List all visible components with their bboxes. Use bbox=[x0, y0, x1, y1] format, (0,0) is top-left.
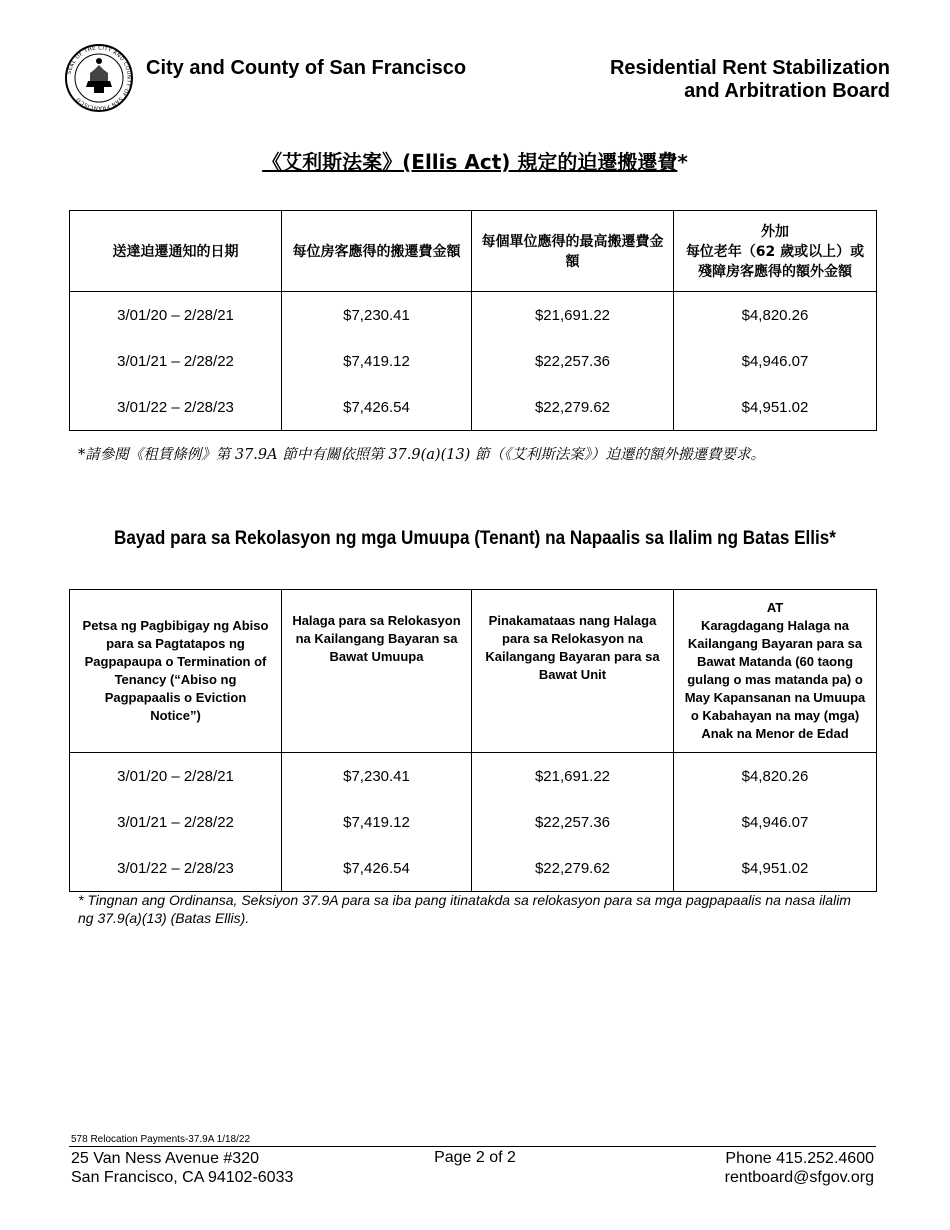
board-name-line1: Residential Rent Stabilization bbox=[609, 57, 890, 79]
chinese-footnote: *請參閱《租賃條例》第 37.9A 節中有關依照第 37.9(a)(13) 節（《艾利斯法案》）迫遷的額外搬遷費要求。 bbox=[78, 447, 765, 463]
chinese-title-text: 《艾利斯法案》(Ellis Act) 規定的迫遷搬遷費 bbox=[262, 150, 678, 174]
cell-date: 3/01/22 – 2/28/23 bbox=[70, 384, 282, 431]
tagalog-relocation-table bbox=[69, 589, 877, 892]
header-per-tenant: 每位房客應得的搬遷費金額 bbox=[282, 211, 472, 292]
cell-date: 3/01/20 – 2/28/21 bbox=[70, 292, 282, 339]
header-max-per-unit: Pinakamataas nang Halaga para sa Relokasyon na Kailangang Bayaran para sa Bawat Unit bbox=[472, 590, 674, 753]
chinese-relocation-table bbox=[69, 210, 877, 431]
cell-additional: $4,951.02 bbox=[674, 384, 877, 431]
cell-max-per-unit: $22,257.36 bbox=[472, 338, 674, 384]
cell-date: 3/01/20 – 2/28/21 bbox=[70, 753, 282, 800]
header-max-per-unit: 每個單位應得的最高搬遷費金額 bbox=[472, 211, 674, 292]
footer-contact bbox=[725, 1149, 874, 1187]
table-row bbox=[70, 753, 877, 800]
table-row bbox=[70, 338, 877, 384]
cell-max-per-unit: $22,257.36 bbox=[472, 799, 674, 845]
phone-number: Phone 415.252.4600 bbox=[725, 1150, 874, 1167]
table-header-row bbox=[70, 211, 877, 292]
cell-additional: $4,946.07 bbox=[674, 338, 877, 384]
address-line1: 25 Van Ness Avenue #320 bbox=[71, 1150, 259, 1167]
tagalog-title: Bayad para sa Rekolasyon ng mga Umuupa (Tenant) na Napaalis sa Ilalim ng Batas Ellis* bbox=[114, 528, 836, 549]
cell-max-per-unit: $21,691.22 bbox=[472, 292, 674, 339]
table-row bbox=[70, 799, 877, 845]
cell-max-per-unit: $22,279.62 bbox=[472, 845, 674, 892]
cell-date: 3/01/21 – 2/28/22 bbox=[70, 338, 282, 384]
cell-per-tenant: $7,419.12 bbox=[282, 338, 472, 384]
cell-additional: $4,951.02 bbox=[674, 845, 877, 892]
chinese-title bbox=[0, 146, 950, 175]
cell-additional: $4,820.26 bbox=[674, 292, 877, 339]
board-name bbox=[610, 57, 890, 103]
organization-name: City and County of San Francisco bbox=[146, 57, 467, 79]
cell-date: 3/01/22 – 2/28/23 bbox=[70, 845, 282, 892]
table-row bbox=[70, 292, 877, 339]
table-row bbox=[70, 384, 877, 431]
cell-per-tenant: $7,426.54 bbox=[282, 845, 472, 892]
address-line2: San Francisco, CA 94102-6033 bbox=[71, 1169, 294, 1186]
footer-divider bbox=[69, 1146, 876, 1147]
cell-per-tenant: $7,230.41 bbox=[282, 753, 472, 800]
chinese-title-asterisk: * bbox=[677, 150, 688, 174]
city-seal-logo bbox=[64, 43, 134, 113]
page-number: Page 2 of 2 bbox=[434, 1149, 516, 1166]
header-per-tenant: Halaga para sa Relokasyon na Kailangang Bayaran sa Bawat Umuupa bbox=[282, 590, 472, 753]
table-row bbox=[70, 845, 877, 892]
board-name-line2: and Arbitration Board bbox=[684, 80, 890, 102]
header-notice-date: Petsa ng Pagbibigay ng Abiso para sa Pagtatapos ng Pagpapaupa o Termination of Tenancy (“Abiso ng Pagpapaalis o Eviction Notice”) bbox=[70, 590, 282, 753]
svg-text:SEAL OF THE CITY AND COUNTY OF: SEAL OF THE CITY AND COUNTY OF SAN FRANCISCO bbox=[66, 45, 132, 111]
table-header-row bbox=[70, 590, 877, 753]
header-notice-date: 送達迫遷通知的日期 bbox=[70, 211, 282, 292]
cell-additional: $4,820.26 bbox=[674, 753, 877, 800]
cell-per-tenant: $7,426.54 bbox=[282, 384, 472, 431]
cell-max-per-unit: $22,279.62 bbox=[472, 384, 674, 431]
document-code: 578 Relocation Payments-37.9A 1/18/22 bbox=[71, 1134, 251, 1145]
tagalog-footnote: * Tingnan ang Ordinansa, Seksiyon 37.9A para sa iba pang itinatakda sa relokasyon para sa mga pagpapaalis na nasa ilalim ng 37.9(a)(13) (Batas Ellis). bbox=[78, 892, 851, 926]
cell-max-per-unit: $21,691.22 bbox=[472, 753, 674, 800]
header-additional: AT Karagdagang Halaga na Kailangang Bayaran para sa Bawat Matanda (60 taong gulang o mas matanda pa) o May Kapansanan na Umuupa o Kabahayan na may (mga) Anak na Menor de Edad bbox=[674, 590, 877, 753]
email-address: rentboard@sfgov.org bbox=[724, 1169, 874, 1186]
header-additional: 外加 每位老年（62 歲或以上）或殘障房客應得的額外金額 bbox=[674, 211, 877, 292]
cell-per-tenant: $7,419.12 bbox=[282, 799, 472, 845]
cell-date: 3/01/21 – 2/28/22 bbox=[70, 799, 282, 845]
cell-per-tenant: $7,230.41 bbox=[282, 292, 472, 339]
cell-additional: $4,946.07 bbox=[674, 799, 877, 845]
